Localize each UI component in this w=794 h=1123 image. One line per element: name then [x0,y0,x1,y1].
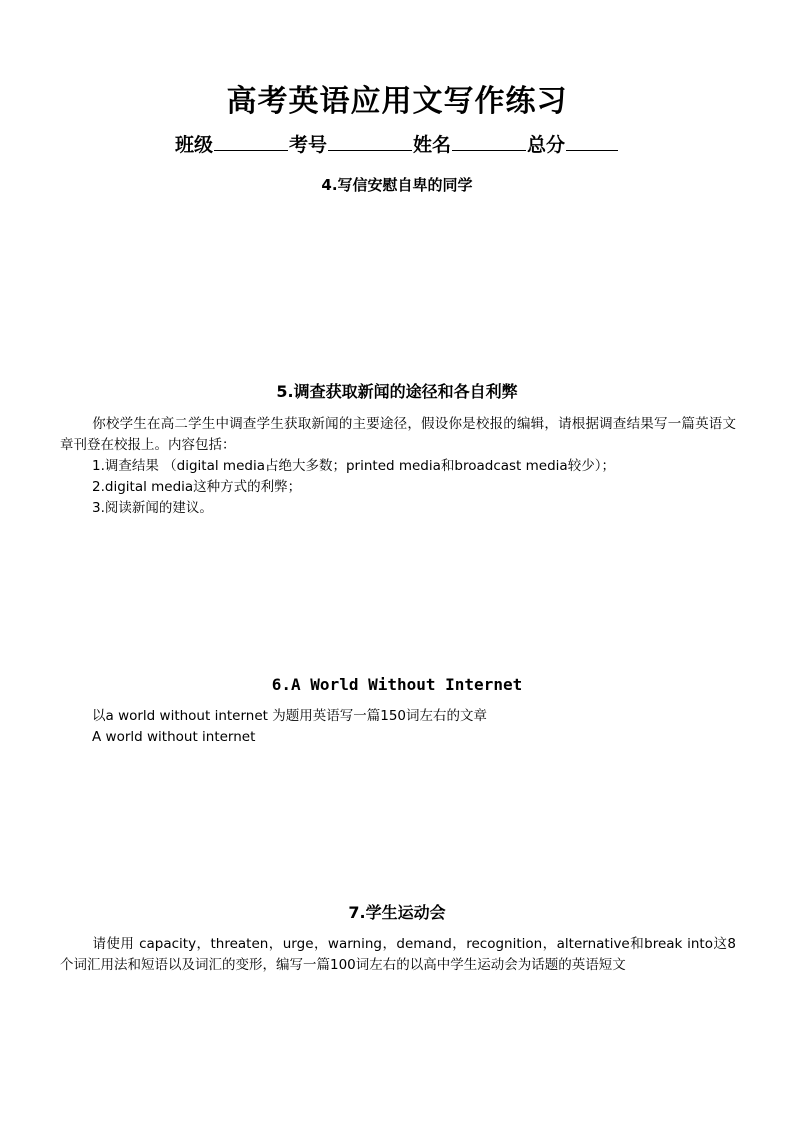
section-5-title: 5.调查获取新闻的途径和各自利弊 [276,382,518,401]
section-7-title: 7.学生运动会 [348,903,446,922]
section-6-title: 6.A World Without Internet [271,675,523,694]
exam-number-blank [328,130,412,151]
section-4-title: 4.写信安慰自卑的同学 [321,176,473,194]
section-6-line-2: A world without internet [92,729,256,745]
section-5-point-3: 3.阅读新闻的建议。 [92,500,213,516]
name-blank [452,130,526,151]
student-info-line [0,130,794,159]
class-label: 班级 [174,134,213,156]
total-score-label: 总分 [527,134,566,156]
section-6-line-1: 以a world without internet 为题用英语写一篇150词左右的文章 [92,708,487,724]
section-5-intro [60,414,736,456]
section-5-point-1: 1.调查结果 （digital media占绝大多数；printed media和broadcast media较少）； [92,458,615,474]
name-label: 姓名 [413,134,452,156]
section-7-text [60,934,736,976]
class-blank [214,130,288,151]
section-5-point-2: 2.digital media这种方式的利弊； [92,479,302,495]
section-5-intro-text: 你校学生在高二学生中调查学生获取新闻的主要途径，假设你是校报的编辑，请根据调查结果写一篇英语文章刊登在校报上。内容包括： [60,416,736,453]
page-title: 高考英语应用文写作练习 [226,84,568,119]
total-score-blank [566,130,618,151]
section-7-text-body: 请使用 capacity，threaten，urge，warning，demand，recognition，alternative和break into这8个词汇用法和短语以及词汇的变形，编写一篇100词左右的以高中学生运动会为话题的英语短文 [60,936,736,973]
exam-number-label: 考号 [288,134,327,156]
